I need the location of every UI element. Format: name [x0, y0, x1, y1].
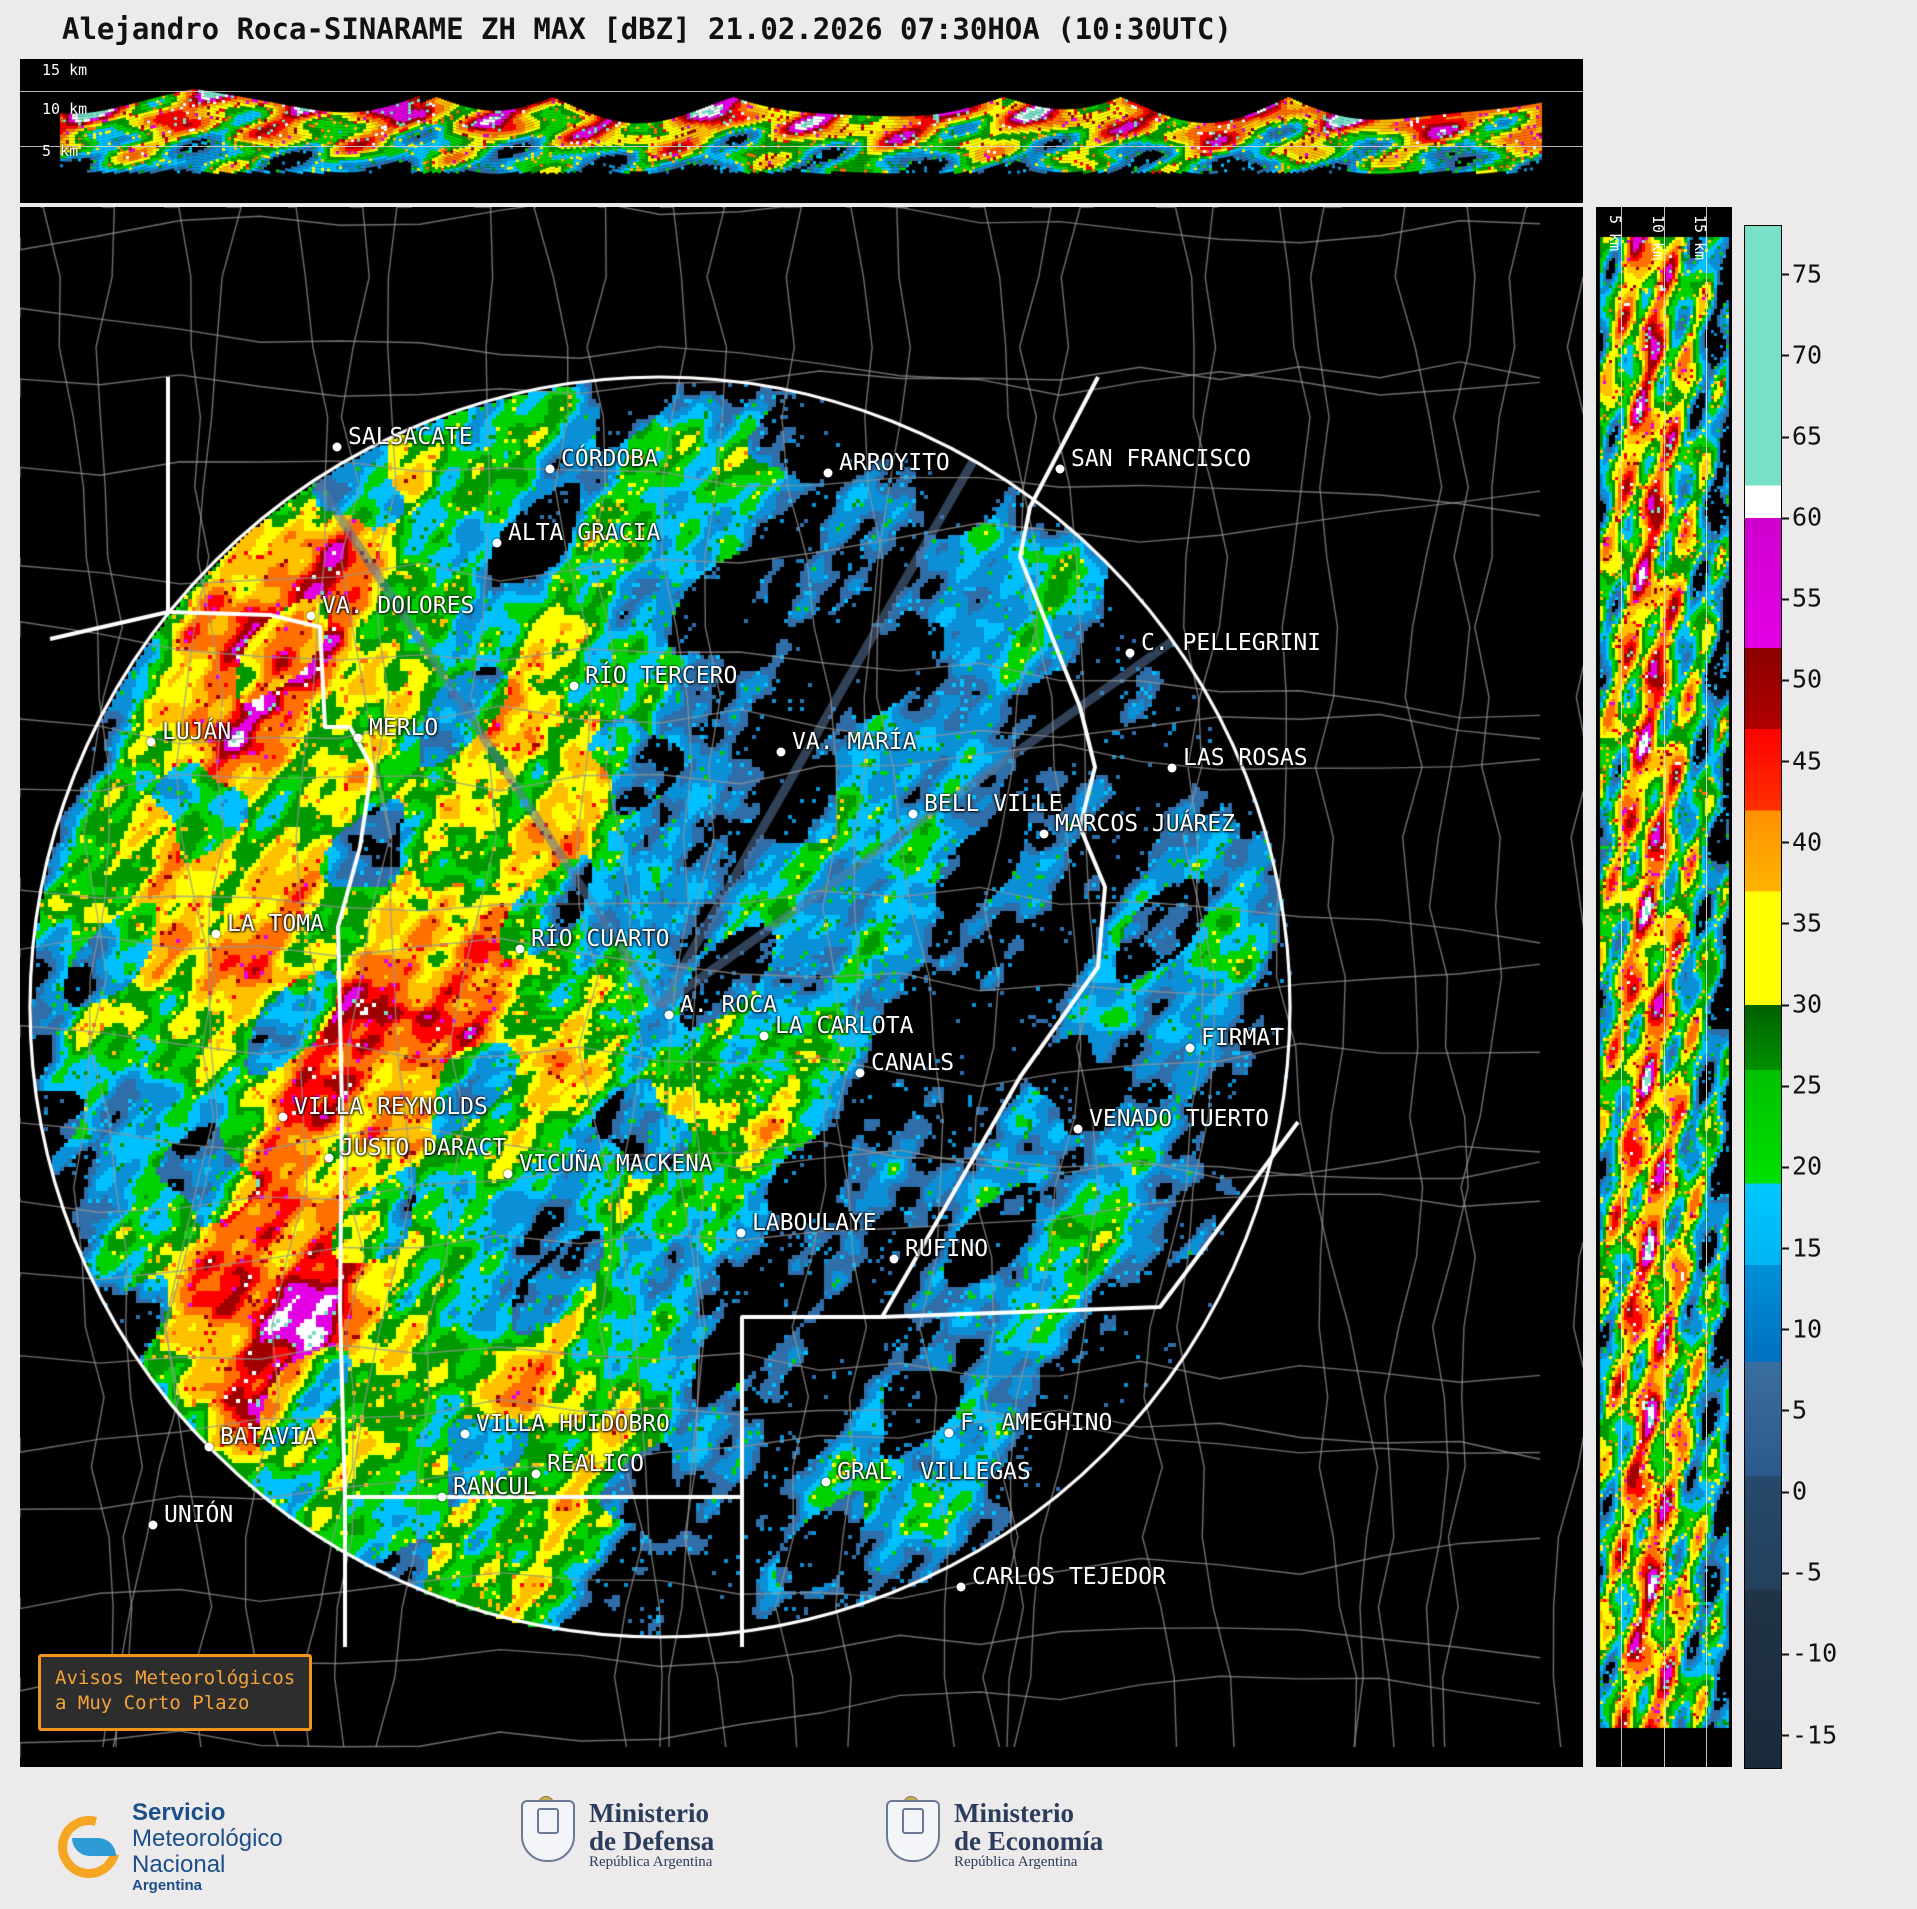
city-label: F. AMEGHINO: [960, 1410, 1113, 1436]
radar-map-panel[interactable]: [20, 207, 1583, 1767]
city-dot: [890, 1255, 899, 1264]
city-dot: [461, 1430, 470, 1439]
city-label: RÍO CUARTO: [531, 926, 670, 952]
city-dot: [149, 1521, 158, 1530]
warning-line-1: Avisos Meteorológicos: [55, 1666, 296, 1689]
city-dot: [1126, 649, 1135, 658]
city-label: VILLA REYNOLDS: [294, 1094, 488, 1120]
economia-line-2: de Economía: [954, 1826, 1104, 1857]
city-label: RUFINO: [905, 1236, 989, 1262]
city-label: VA. MARÍA: [792, 729, 917, 755]
xsec-height-label-5km: 5 km: [42, 142, 79, 160]
city-dot: [212, 930, 221, 939]
city-label: UNIÓN: [164, 1502, 234, 1528]
colorbar-tick: 35: [1792, 908, 1823, 938]
city-label: VENADO TUERTO: [1089, 1106, 1270, 1132]
city-dot: [493, 539, 502, 548]
city-label: CANALS: [871, 1050, 955, 1076]
city-dot: [333, 443, 342, 452]
coat-of-arms-icon: [515, 1798, 577, 1872]
city-label: JUSTO DARACT: [340, 1135, 507, 1161]
economia-line-3: República Argentina: [954, 1854, 1078, 1871]
city-label: BATAVIA: [220, 1424, 317, 1450]
colorbar-tick: 10: [1792, 1314, 1823, 1344]
city-dot: [856, 1069, 865, 1078]
city-label: GRAL. VILLEGAS: [837, 1459, 1031, 1485]
vertical-cross-section-panel: [20, 59, 1583, 203]
city-dot: [1056, 465, 1065, 474]
city-dot: [909, 810, 918, 819]
cross-section-image: [20, 59, 1583, 203]
city-dot: [665, 1011, 674, 1020]
smn-line-4: Argentina: [132, 1876, 203, 1894]
smn-line-1: Servicio: [132, 1799, 226, 1826]
city-label: SALSACATE: [348, 424, 473, 450]
defensa-line-2: de Defensa: [589, 1826, 715, 1857]
city-dot: [945, 1429, 954, 1438]
city-label: VILLA HUIDOBRO: [476, 1411, 670, 1437]
colorbar-tick: 65: [1792, 421, 1823, 451]
colorbar-tick: 20: [1792, 1151, 1823, 1181]
city-label: MARCOS JUÁREZ: [1055, 811, 1236, 837]
logo-smn: [58, 1800, 283, 1894]
city-label: RANCUL: [453, 1474, 537, 1500]
colorbar-tick: 75: [1792, 259, 1823, 289]
city-label: MERLO: [369, 715, 439, 741]
colorbar-tick: 45: [1792, 746, 1823, 776]
coat-of-arms-icon: [880, 1798, 942, 1872]
radar-reflectivity-image: [20, 207, 1583, 1767]
smn-logo-icon: [58, 1816, 120, 1878]
city-label: A. ROCA: [680, 992, 777, 1018]
vstrip-label-15km: 15 km: [1691, 215, 1709, 261]
dbz-colorbar-ticks: [1784, 225, 1904, 1767]
city-label: LAS ROSAS: [1183, 745, 1308, 771]
city-dot: [205, 1443, 214, 1452]
city-dot: [307, 612, 316, 621]
warning-box[interactable]: [38, 1654, 312, 1731]
dbz-colorbar: [1744, 225, 1782, 1769]
defensa-line-1: Ministerio: [589, 1797, 709, 1828]
city-dot: [438, 1493, 447, 1502]
city-dot: [1040, 830, 1049, 839]
vertical-height-strip-panel: [1596, 207, 1732, 1767]
city-dot: [504, 1170, 513, 1179]
colorbar-tick: 30: [1792, 989, 1823, 1019]
city-label: VA. DOLORES: [322, 593, 475, 619]
colorbar-tick: 60: [1792, 502, 1823, 532]
city-dot: [737, 1229, 746, 1238]
colorbar-tick: -10: [1792, 1638, 1838, 1668]
vstrip-label-10km: 10 km: [1649, 215, 1667, 261]
colorbar-tick: 0: [1792, 1476, 1808, 1506]
city-label: VICUÑA MACKENA: [519, 1151, 713, 1177]
warning-line-2: a Muy Corto Plazo: [55, 1692, 250, 1715]
city-label: SAN FRANCISCO: [1071, 446, 1252, 472]
xsec-height-label-10km: 10 km: [42, 100, 88, 118]
city-label: CARLOS TEJEDOR: [972, 1564, 1166, 1590]
smn-line-2: Meteorológico: [132, 1824, 283, 1852]
city-label: LUJÁN: [162, 719, 232, 745]
colorbar-tick: 70: [1792, 340, 1823, 370]
colorbar-tick: 15: [1792, 1233, 1823, 1263]
city-dot: [824, 469, 833, 478]
page-title: Alejandro Roca-SINARAME ZH MAX [dBZ] 21.02.2026 07:30HOA (10:30UTC): [62, 12, 1232, 46]
city-dot: [1074, 1125, 1083, 1134]
logo-ministerio-defensa: [515, 1798, 714, 1872]
city-label: C. PELLEGRINI: [1141, 630, 1322, 656]
city-dot: [760, 1032, 769, 1041]
city-label: RÍO TERCERO: [585, 663, 738, 689]
economia-line-1: Ministerio: [954, 1797, 1074, 1828]
colorbar-tick: 55: [1792, 583, 1823, 613]
defensa-line-3: República Argentina: [589, 1854, 713, 1871]
city-dot: [822, 1478, 831, 1487]
city-label: ARROYITO: [839, 450, 950, 476]
city-label: LABOULAYE: [752, 1210, 877, 1236]
footer-logos: [0, 1778, 1917, 1909]
city-label: LA TOMA: [227, 911, 324, 937]
city-dot: [354, 734, 363, 743]
vstrip-label-5km: 5 km: [1606, 215, 1624, 252]
city-label: LA CARLOTA: [775, 1013, 914, 1039]
city-dot: [546, 465, 555, 474]
colorbar-tick: 25: [1792, 1070, 1823, 1100]
city-label: FIRMAT: [1201, 1025, 1285, 1051]
city-label: REALICO: [547, 1451, 644, 1477]
xsec-height-label-15km: 15 km: [42, 61, 88, 79]
city-dot: [516, 945, 525, 954]
city-dot: [957, 1583, 966, 1592]
colorbar-tick: 50: [1792, 664, 1823, 694]
colorbar-tick: 5: [1792, 1395, 1808, 1425]
city-dot: [279, 1113, 288, 1122]
city-label: ALTA GRACIA: [508, 520, 661, 546]
city-dot: [777, 748, 786, 757]
city-dot: [325, 1154, 334, 1163]
city-dot: [1186, 1044, 1195, 1053]
colorbar-tick: 40: [1792, 827, 1823, 857]
smn-line-3: Nacional: [132, 1850, 226, 1878]
city-dot: [147, 738, 156, 747]
city-dot: [570, 682, 579, 691]
city-label: CÓRDOBA: [561, 446, 658, 472]
logo-ministerio-economia: [880, 1798, 1103, 1872]
colorbar-tick: -15: [1792, 1720, 1838, 1750]
city-dot: [1168, 764, 1177, 773]
colorbar-tick: -5: [1792, 1557, 1823, 1587]
city-label: BELL VILLE: [924, 791, 1063, 817]
